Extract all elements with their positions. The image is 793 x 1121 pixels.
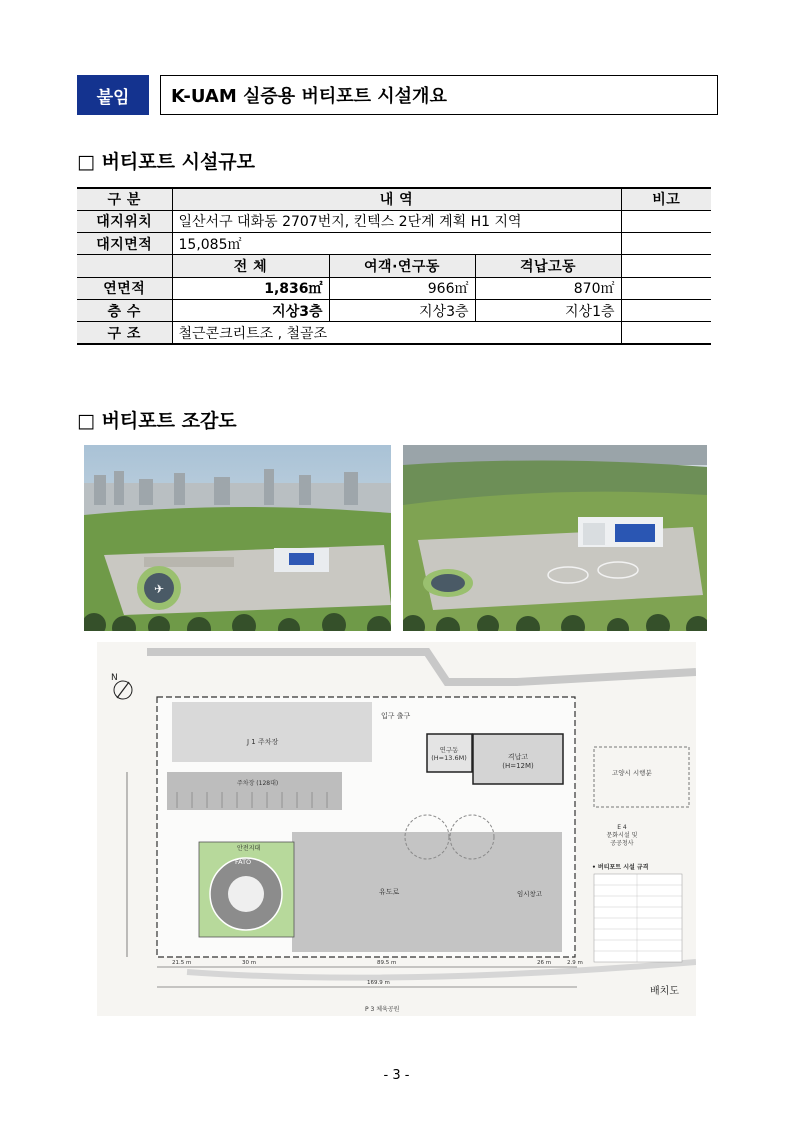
attachment-badge: 붙임: [77, 75, 149, 115]
table-row: [77, 233, 711, 255]
plan-label-parking-main: 주차장 (128대): [237, 780, 279, 787]
subheader-hangar: 격납고동: [475, 255, 621, 277]
table-row: [77, 299, 711, 321]
plan-label-hangar: 격납고 (H=12M): [502, 753, 534, 770]
page-number: - 3 -: [383, 1068, 410, 1083]
header-category: 구 분: [77, 188, 172, 210]
floors-label: 층 수: [77, 299, 172, 321]
table-row: [77, 277, 711, 299]
floors-research: 지상3층: [329, 299, 475, 321]
plan-label-goyang: 고양시 시행분: [612, 769, 652, 777]
header-remarks: 비고: [621, 188, 711, 210]
plan-label-entry: 입구 출구: [381, 712, 411, 720]
subheader-remark: [621, 255, 711, 277]
plan-label-parking-j1: J 1 주차장: [247, 738, 279, 746]
area-remark: [621, 233, 711, 255]
table-row: [77, 210, 711, 232]
location-remark: [621, 210, 711, 232]
plan-label-storage: 임시창고: [517, 890, 543, 898]
floors-remark: [621, 299, 711, 321]
floor-area-hangar: 870㎡: [475, 277, 621, 299]
floor-area-remark: [621, 277, 711, 299]
location-label: 대지위치: [77, 210, 172, 232]
subheader-passenger-research: 여객·연구동: [329, 255, 475, 277]
plan-dim-5: 2.9 m: [567, 960, 583, 966]
area-label: 대지면적: [77, 233, 172, 255]
plan-label-taxiway: 유도로: [379, 888, 400, 896]
floors-hangar: 지상1층: [475, 299, 621, 321]
plan-dim-2: 30 m: [242, 960, 257, 966]
section-heading-scale: □ 버티포트 시설규모: [77, 151, 256, 173]
plan-label-layout: 배치도: [650, 986, 679, 997]
plan-label-safety: 안전지대: [237, 845, 261, 852]
plan-label-park: P 3 체육공원: [365, 1006, 400, 1013]
header-details: 내 역: [172, 188, 621, 210]
aerial-render-1: [84, 445, 391, 631]
table-row: [77, 255, 711, 277]
table-row: [77, 322, 711, 344]
plan-dim-4: 26 m: [537, 960, 552, 966]
section-heading-birdseye: □ 버티포트 조감도: [77, 410, 237, 432]
structure-remark: [621, 322, 711, 344]
floor-area-research: 966㎡: [329, 277, 475, 299]
svg-text:✈: ✈: [153, 582, 165, 596]
plan-label-research: 연구동 (H=13.6M): [431, 746, 467, 762]
structure-label: 구 조: [77, 322, 172, 344]
floor-area-total: 1,836㎡: [172, 277, 329, 299]
empty-subheader-cell: [77, 255, 172, 277]
title-row: [77, 75, 718, 115]
location-value: 일산서구 대화동 2707번지, 킨텍스 2단계 계획 H1 지역: [172, 210, 621, 232]
area-value: 15,085㎡: [172, 233, 621, 255]
facility-spec-table: [77, 187, 711, 345]
table-header-row: [77, 188, 711, 210]
plan-dim-3: 89.5 m: [377, 960, 397, 966]
floor-area-label: 연면적: [77, 277, 172, 299]
plan-dim-1: 21.5 m: [172, 960, 192, 966]
subheader-total: 전 체: [172, 255, 329, 277]
plan-label-e4: E 4 문화시설 및 공공청사: [606, 824, 638, 847]
plan-dim-6: 169.9 m: [367, 980, 390, 986]
document-title: K-UAM 실증용 버티포트 시설개요: [160, 75, 718, 115]
structure-value: 철근콘크리트조 , 철골조: [172, 322, 621, 344]
plan-label-fato: FATO: [235, 858, 252, 866]
aerial-render-2: [403, 445, 707, 631]
floors-total: 지상3층: [172, 299, 329, 321]
site-layout-plan: [97, 642, 696, 1016]
plan-label-spec-title: • 버티포트 시설 규격: [592, 864, 649, 871]
svg-text:N: N: [111, 673, 118, 683]
